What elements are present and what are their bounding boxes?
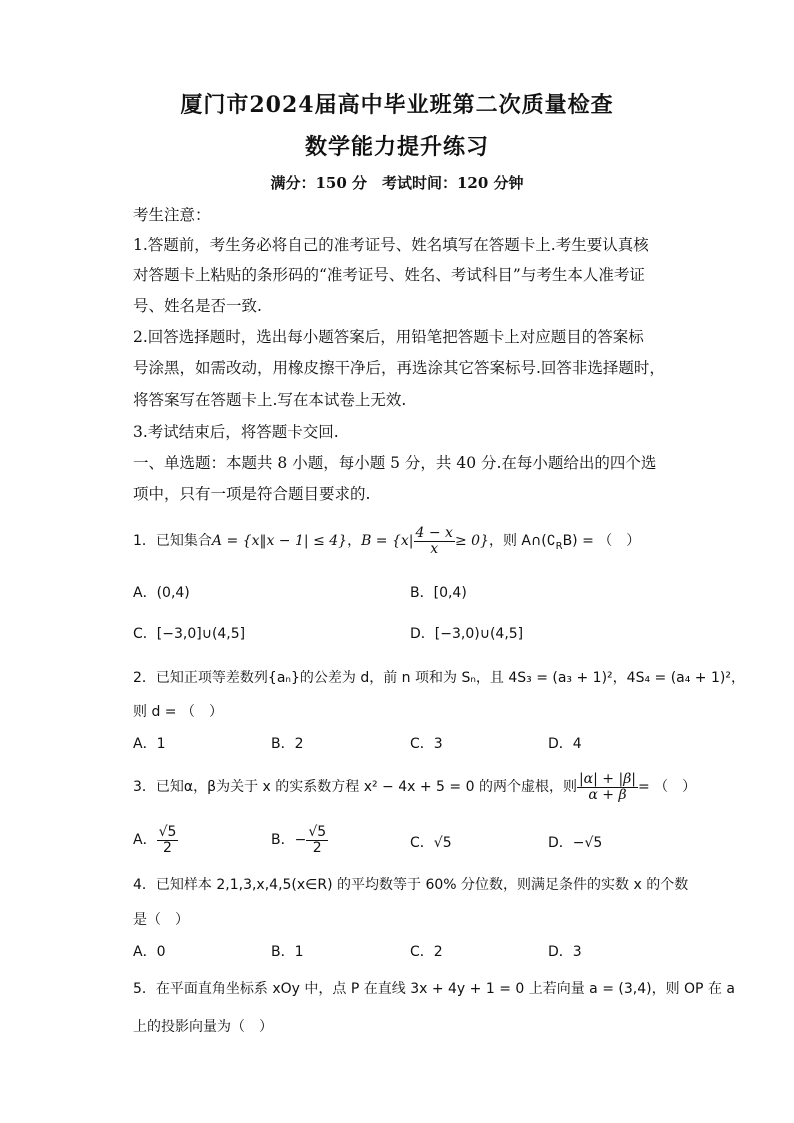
- question-5-ask: 上的投影向量为（ ）: [133, 1019, 273, 1035]
- question-3-option-a-numerator: √5: [158, 824, 177, 840]
- question-1-set-b-denominator: x: [430, 540, 439, 557]
- question-1-set-b-fraction: [414, 526, 455, 556]
- question-3-option-b[interactable]: [271, 825, 328, 855]
- question-3-text: 3．已知α，β为关于 x 的实系数方程 x² − 4x + 5 = 0 的两个虚根，则: [133, 779, 577, 796]
- question-3-option-a[interactable]: [133, 825, 178, 855]
- question-1-ask: ，则 A∩(∁: [488, 533, 556, 550]
- question-3-option-d-value: −√5: [572, 835, 603, 851]
- question-3: [133, 772, 696, 802]
- question-3-option-b-fraction: [306, 825, 328, 855]
- question-2-option-a[interactable]: A．1: [133, 736, 166, 752]
- question-3-option-b-sign: −: [294, 832, 307, 849]
- question-2-option-b[interactable]: B．2: [271, 736, 304, 752]
- question-1-option-b[interactable]: B．[0,4): [410, 585, 467, 601]
- question-3-fraction: [577, 772, 638, 802]
- notice-item2-line1: 2.回答选择题时，选出每小题答案后，用铅笔把答题卡上对应题目的答案标: [133, 328, 644, 346]
- section1-heading: 一、单选题：本题共 8 小题，每小题 5 分，共 40 分.在每小题给出的四个选: [133, 454, 657, 472]
- notice-heading: 考生注意：: [133, 206, 211, 224]
- question-1-set-b-tail: ≥ 0}: [454, 533, 489, 550]
- question-3-option-b-denominator: 2: [312, 839, 322, 856]
- question-1-ask-subscript: R: [555, 540, 563, 552]
- question-3-option-c[interactable]: [410, 832, 452, 852]
- question-4-ask: 是（ ）: [133, 912, 189, 928]
- question-1-set-b-lead: B = {x|: [361, 533, 414, 550]
- question-2-option-c[interactable]: C．3: [410, 736, 443, 752]
- question-3-fraction-numerator: |α| + |β|: [578, 771, 636, 787]
- exam-meta: 满分：150 分 考试时间：120 分钟: [270, 174, 524, 192]
- question-1-separator: ，: [347, 533, 362, 550]
- question-1-option-d[interactable]: D．[−3,0)∪(4,5]: [410, 626, 524, 642]
- question-4-option-c[interactable]: C．2: [410, 944, 443, 960]
- question-3-option-a-label: A．: [133, 832, 157, 849]
- question-2-ask: 则 d = （ ）: [133, 704, 223, 720]
- notice-item1-line1: 1.答题前，考生务必将自己的准考证号、姓名填写在答题卡上.考生要认真核: [133, 236, 649, 254]
- question-5: 5．在平面直角坐标系 xOy 中，点 P 在直线 3x + 4y + 1 = 0 上若向量 a = (3,4)，则 OP 在 a: [133, 981, 735, 997]
- question-1-prefix: 1．已知集合: [133, 533, 212, 550]
- question-4-option-d[interactable]: D．3: [548, 944, 582, 960]
- question-3-option-c-value: √5: [433, 835, 452, 851]
- question-3-option-d-label: D．: [548, 835, 573, 851]
- question-3-option-d[interactable]: [548, 832, 602, 852]
- question-3-option-a-fraction: [157, 825, 179, 855]
- question-2-option-d[interactable]: D．4: [548, 736, 582, 752]
- question-3-option-a-denominator: 2: [163, 839, 172, 856]
- question-4-option-b[interactable]: B．1: [271, 944, 304, 960]
- question-3-option-b-label: B．: [271, 832, 295, 849]
- exam-subtitle: 数学能力提升练习: [304, 134, 489, 160]
- section1-heading-cont: 项中，只有一项是符合题目要求的.: [133, 485, 371, 503]
- notice-item1-line2: 对答题卡上粘贴的条形码的“准考证号、姓名、考试科目”与考生本人准考证: [133, 266, 645, 284]
- question-4-option-a[interactable]: A．0: [133, 944, 166, 960]
- question-1-set-b-numerator: 4 − x: [415, 525, 453, 541]
- notice-item1-line3: 号、姓名是否一致.: [133, 297, 262, 315]
- question-2: 2．已知正项等差数列{aₙ}的公差为 d，前 n 项和为 Sₙ，且 4S₃ = (a₃ + 1)²，4S₄ = (a₄ + 1)²，: [133, 670, 745, 686]
- question-1-option-a[interactable]: A．(0,4): [133, 585, 190, 601]
- exam-title: 厦门市2024届高中毕业班第二次质量检查: [180, 92, 614, 118]
- question-3-tail: = （ ）: [638, 779, 697, 796]
- notice-item2-line2: 号涂黑，如需改动，用橡皮擦干净后，再选涂其它答案标号.回答非选择题时，: [133, 359, 665, 377]
- question-1-ask-tail: B) = （ ）: [562, 533, 641, 550]
- question-1-option-c[interactable]: C．[−3,0]∪(4,5]: [133, 626, 246, 642]
- notice-item2-line3: 将答案写在答题卡上.写在本试卷上无效.: [133, 391, 407, 409]
- question-1-set-a: A = {x‖x − 1| ≤ 4}: [211, 533, 348, 550]
- question-3-option-b-numerator: √5: [308, 824, 327, 840]
- question-3-option-c-label: C．: [410, 835, 434, 851]
- question-1: [133, 526, 640, 556]
- question-3-fraction-denominator: α + β: [588, 786, 627, 803]
- question-4: 4．已知样本 2,1,3,x,4,5(x∈R) 的平均数等于 60% 分位数，则满足条件的实数 x 的个数: [133, 877, 689, 893]
- notice-item3: 3.考试结束后，将答题卡交回.: [133, 423, 339, 441]
